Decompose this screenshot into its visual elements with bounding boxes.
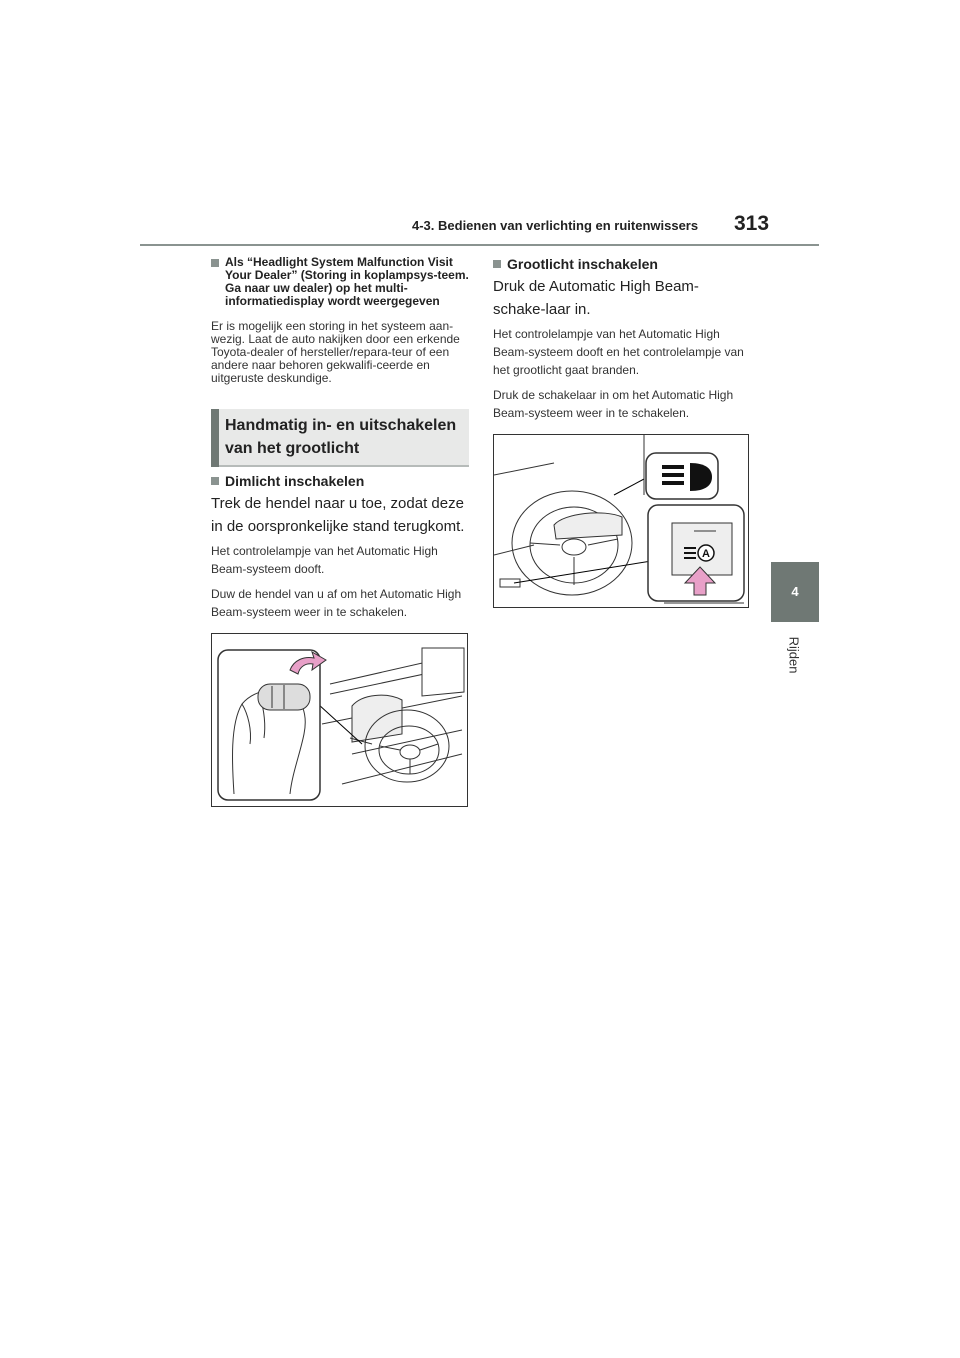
header-divider [140, 244, 819, 246]
low-beam-text-1: Het controlelampje van het Automatic High Beam-systeem dooft. [211, 544, 438, 576]
high-beam-subheading [493, 256, 658, 272]
svg-text:A: A [702, 548, 710, 560]
high-beam-text-2: Druk de schakelaar in om het Automatic High Beam-systeem weer in te schakelen. [493, 388, 734, 420]
high-beam-subheading-text: Grootlicht inschakelen [507, 256, 658, 272]
low-beam-text-2: Duw de hendel van u af om het Automatic High Beam-systeem weer in te schakelen. [211, 587, 462, 619]
chapter-tab: 4 [771, 562, 819, 622]
square-bullet-icon [493, 260, 501, 268]
section-heading: Handmatig in- en uitschakelen van het grootlicht [225, 417, 457, 457]
section-heading-bar [211, 409, 219, 467]
chapter-title: Rijden [786, 636, 802, 674]
high-beam-text-1: Het controlelampje van het Automatic High Beam-systeem dooft en het controlelampje van het grootlicht gaat branden. [493, 327, 744, 377]
switch-press-drawing [494, 435, 748, 607]
high-beam-instruction: Druk de Automatic High Beam-schake-laar in. [493, 278, 699, 318]
low-beam-instruction: Trek de hendel naar u toe, zodat deze in de oorspronkelijke stand terugkomt. [211, 495, 465, 535]
section-header: 4-3. Bedienen van verlichting en ruitenwissers [412, 218, 699, 233]
low-beam-subheading-text: Dimlicht inschakelen [225, 473, 365, 489]
note-heading-text: Als “Headlight System Malfunction Visit Your Dealer” (Storing in koplampsys-teem. Ga naar uw dealer) op het multi-informatiedisplay wordt weergegeven [225, 255, 469, 308]
low-beam-subheading [211, 473, 364, 489]
section-heading-band [211, 409, 469, 467]
low-beam-illustration [211, 633, 468, 807]
page-number: 313 [734, 212, 770, 235]
lever-pull-drawing [212, 634, 467, 806]
note-body: Er is mogelijk een storing in het systeem aan-wezig. Laat de auto nakijken door een erkende Toyota-dealer of hersteller/repara-teur of een andere naar behoren gekwalifi-ceerde en uitgeruste deskundige. [211, 319, 460, 385]
high-beam-illustration [493, 434, 749, 608]
note-heading [211, 256, 469, 308]
chapter-label [770, 630, 818, 680]
square-bullet-icon [211, 259, 219, 267]
square-bullet-icon [211, 477, 219, 485]
